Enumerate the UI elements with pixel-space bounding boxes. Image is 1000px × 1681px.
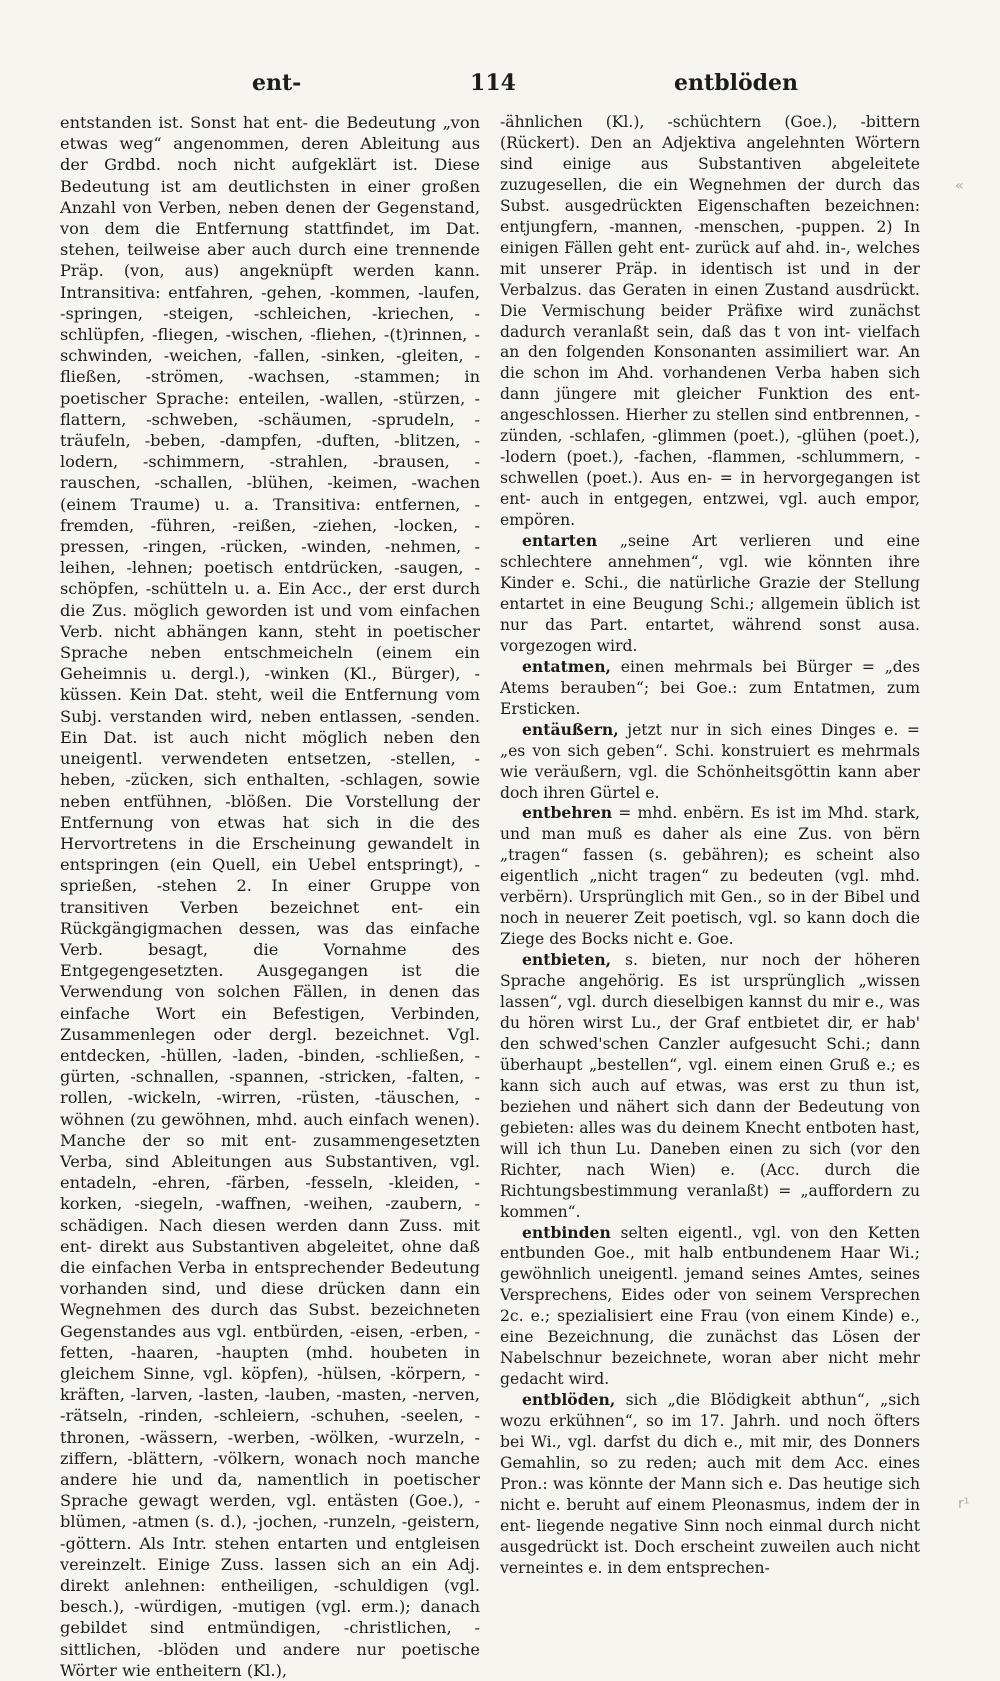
headword: entäußern,	[522, 719, 619, 739]
headword: entbinden	[522, 1222, 611, 1242]
column-gutter	[495, 112, 496, 1472]
entry-entbehren	[500, 803, 920, 950]
entry-body: „seine Art verlieren und eine schlechtere annehmen“, vgl. wie könnten ihre Kinder e. Schi., die natürliche Grazie der Stellung entartet in eine Beugung Schi.; allgemein üblich ist nur das Part. entartet, während sonst ausa. vorgezogen wird.	[500, 532, 920, 655]
entry-entatmen	[500, 657, 920, 720]
entry-body: s. bieten, nur noch der höheren Sprache angehörig. Es ist ursprünglich „wissen lassen“, vgl. durch dieselbigen kannst du mir e., was du hören wirst Lu., der Graf entbietet dir, er hab' den schwed'schen Canzler aufgesucht Schi.; dann überhaupt „bestellen“, vgl. einem einen Gruß e.; es kann sich auch auf etwas, was erst zu thun ist, beziehen und nähert sich dann der Bedeutung von gebieten: alles was du deinem Knecht entboten hast, will ich thun Lu. Daneben einen zu sich (vor den Richter, nach Wien) e. (Acc. durch die Richtungsbestimmung veranlaßt) = „auffordern zu kommen“.	[500, 951, 920, 1221]
entry-entarten	[500, 531, 920, 657]
left-column-text: entstanden ist. Sonst hat ent- die Bedeutung „von etwas weg“ angenommen, deren Ableitung aus der Grdbd. noch nicht aufgeklärt ist. Diese Bedeutung ist am deutlichsten in einer großen Anzahl von Verben, neben denen der Gegenstand, von dem die Entfernung stattfindet, im Dat. stehen, teilweise aber auch durch eine trennende Präp. (von, aus) angeknüpft werden kann. Intransitiva: entfahren, -gehen, -kommen, -laufen, -springen, -steigen, -schleichen, -kriechen, -schlüpfen, -fliegen, -wischen, -fliehen, -(t)rinnen, -schwinden, -weichen, -fallen, -sinken, -gleiten, -fließen, -strömen, -wachsen, -stammen; in poetischer Sprache: enteilen, -wallen, -stürzen, -flattern, -schweben, -schäumen, -sprudeln, -träufeln, -beben, -dampfen, -duften, -blitzen, -lodern, -schimmern, -strahlen, -brausen, -rauschen, -schallen, -blühen, -keimen, -wachen (einem Traume) u. a. Transitiva: entfernen, -fremden, -führen, -reißen, -ziehen, -locken, -pressen, -ringen, -rücken, -winden, -nehmen, -leihen, -lehnen; poetisch entdrücken, -saugen, -schöpfen, -schütteln u. a. Ein Acc., der erst durch die Zus. möglich geworden ist und vom einfachen Verb. nicht abhängen kann, steht in poetischer Sprache neben entschmeicheln (einem ein Geheimnis u. dergl.), -winken (Kl., Bürger), -küssen. Kein Dat. steht, weil die Entfernung vom Subj. verstanden wird, neben entlassen, -senden. Ein Dat. ist auch nicht möglich neben den uneigentl. verwendeten entsetzen, -stellen, -heben, -zücken, sich enthalten, -schlagen, sowie neben entfühnen, -blößen. Die Vorstellung der Entfernung von etwas hat sich in die des Hervortretens in die Erscheinung gewandelt in entspringen (ein Quell, ein Uebel entspringt), -sprießen, -stehen 2. In einer Gruppe von transitiven Verben bezeichnet ent- ein Rückgängigmachen dessen, was das einfache Verb. besagt, die Vornahme des Entgegengesetzten. Ausgegangen ist die Verwendung von solchen Fällen, in denen das einfache Wort ein Befestigen, Verbinden, Zusammenlegen oder dergl. bezeichnet. Vgl. entdecken, -hüllen, -laden, -binden, -schließen, -gürten, -schnallen, -spannen, -stricken, -falten, -rollen, -wickeln, -wirren, -rüsten, -täuschen, -wöhnen (zu gewöhnen, mhd. auch einfach wenen). Manche der so mit ent- zusammengesetzten Verba, sind Ableitungen aus Substantiven, vgl. entadeln, -ehren, -färben, -fesseln, -kleiden, -korken, -siegeln, -waffnen, -weihen, -zaubern, -schädigen. Nach diesen werden dann Zuss. mit ent- direkt aus Substantiven abgeleitet, ohne daß die einfachen Verba in entsprechender Bedeutung vorhanden sind, und diese drücken dann ein Wegnehmen des durch das Subst. bezeichneten Gegenstandes aus vgl. entbürden, -eisen, -erben, -fetten, -haaren, -haupten (mhd. houbeten in gleichem Sinne, vgl. köpfen), -hülsen, -körpern, -kräften, -larven, -lasten, -lauben, -masten, -nerven, -rätseln, -rinden, -schleiern, -schuhen, -seelen, -thronen, -wässern, -werben, -wölken, -wurzeln, -ziffern, -blättern, -völkern, wonach noch manche andere hie und da, namentlich in poetischer Sprache gewagt werden, vgl. entästen (Goe.), -blümen, -atmen (s. d.), -jochen, -runzeln, -geistern, -göttern. Als Intr. stehen entarten und entgleisen vereinzelt. Einige Zuss. lassen sich an ein Adj. direkt anlehnen: entheiligen, -schuldigen (vgl. besch.), -würdigen, -mutigen (vgl. erm.); danach gebildet sind entmündigen, -christlichen, -sittlichen, -blöden und andere nur poetische Wörter wie entheitern (Kl.),	[60, 113, 480, 1680]
right-column	[500, 112, 920, 1577]
entry-body: sich „die Blödigkeit abthun“, „sich wozu erkühnen“, so im 17. Jahrh. und noch öfters bei Wi., vgl. darfst du dich e., mit mir, des Donners Gemahlin, so zu reden; auch mit dem Acc. eines Pron.: was könnte der Mann sich e. Das heutige sich nicht e. beruht auf einem Pleonasmus, indem der in ent- liegende negative Sinn noch einmal durch nicht ausgedrückt ist. Doch erscheint zuweilen auch nicht verneintes e. in dem entsprechen-	[500, 1391, 920, 1577]
headword: entbehren	[522, 803, 613, 823]
margin-mark-lower: r¹	[958, 1496, 970, 1512]
page-number: 114	[470, 70, 516, 96]
entry-entbieten	[500, 950, 920, 1222]
right-column-intro: -ähnlichen (Kl.), -schüchtern (Goe.), -bittern (Rückert). Den an Adjektiva angelehnten Wörtern sind einige aus Substantiven abgeleitete zuzugesellen, die ein Wegnehmen der durch das Subst. ausgedrückten Eigenschaften bezeichnen: entjungfern, -mannen, -menschen, -puppen. 2) In einigen Fällen geht ent- zurück auf ahd. in-, welches mit unserer Präp. in identisch ist und in der Verbalzus. das Geraten in einen Zustand ausdrückt. Die Vermischung beider Präfixe wird zunächst dadurch veranlaßt sein, daß das t von int- vielfach an den folgenden Konsonanten assimiliert war. An die schon im Ahd. vorhandenen Verba haben sich dann jüngere mit gleicher Funktion des ent- angeschlossen. Hierher zu stellen sind entbrennen, -zünden, -schlafen, -glimmen (poet.), -glühen (poet.), -lodern (poet.), -fachen, -flammen, -schlummern, -schwellen (poet.). Aus en- = in hervorgegangen ist ent- auch in entgegen, entzwei, vgl. auch empor, empören.	[500, 113, 920, 530]
margin-mark-upper: «	[955, 178, 964, 194]
page-header	[58, 68, 928, 102]
left-column	[60, 112, 480, 1680]
entry-body: einen mehrmals bei Bürger = „des Atems berauben“; bei Goe.: zum Entatmen, zum Ersticken.	[500, 657, 920, 718]
headword: entblöden,	[522, 1390, 616, 1410]
headword: entatmen,	[522, 656, 611, 676]
headword: entbieten,	[522, 950, 612, 970]
entry-entaeussern	[500, 720, 920, 804]
entry-body: = mhd. enbërn. Es ist im Mhd. stark, und man muß es daher als eine Zus. von bërn „tragen“ fassen (s. gebähren); es scheint also eigentlich „nicht tragen“ zu bedeuten (vgl. mhd. verbërn). Ursprünglich mit Gen., so in der Bibel und noch in neuerer Zeit poetisch, vgl. so kann doch die Ziege des Bocks nicht e. Goe.	[500, 804, 920, 949]
entry-entbinden	[500, 1223, 920, 1391]
entry-entbloeden	[500, 1390, 920, 1579]
entry-body: jetzt nur in sich eines Dinges e. = „es von sich geben“. Schi. konstruiert es mehrmals wie veräußern, vgl. die Schönheitsgöttin kann aber doch ihren Gürtel e.	[500, 720, 920, 802]
entry-body: selten eigentl., vgl. von den Ketten entbunden Goe., mit halb entbundenem Haar Wi.; gewöhnlich uneigentl. jemand seines Amtes, seines Versprechens, Eides oder von seinem Versprechen 2c. e.; spezialisiert eine Frau (von einem Kinde) e., eine Bezeichnung, die zunächst das Lösen der Nabelschnur bezeichnete, woran aber nicht mehr gedacht wird.	[500, 1223, 920, 1389]
header-right-catchword: entblöden	[674, 70, 798, 96]
headword: entarten	[522, 531, 598, 551]
header-left-catchword: ent-	[252, 70, 302, 96]
